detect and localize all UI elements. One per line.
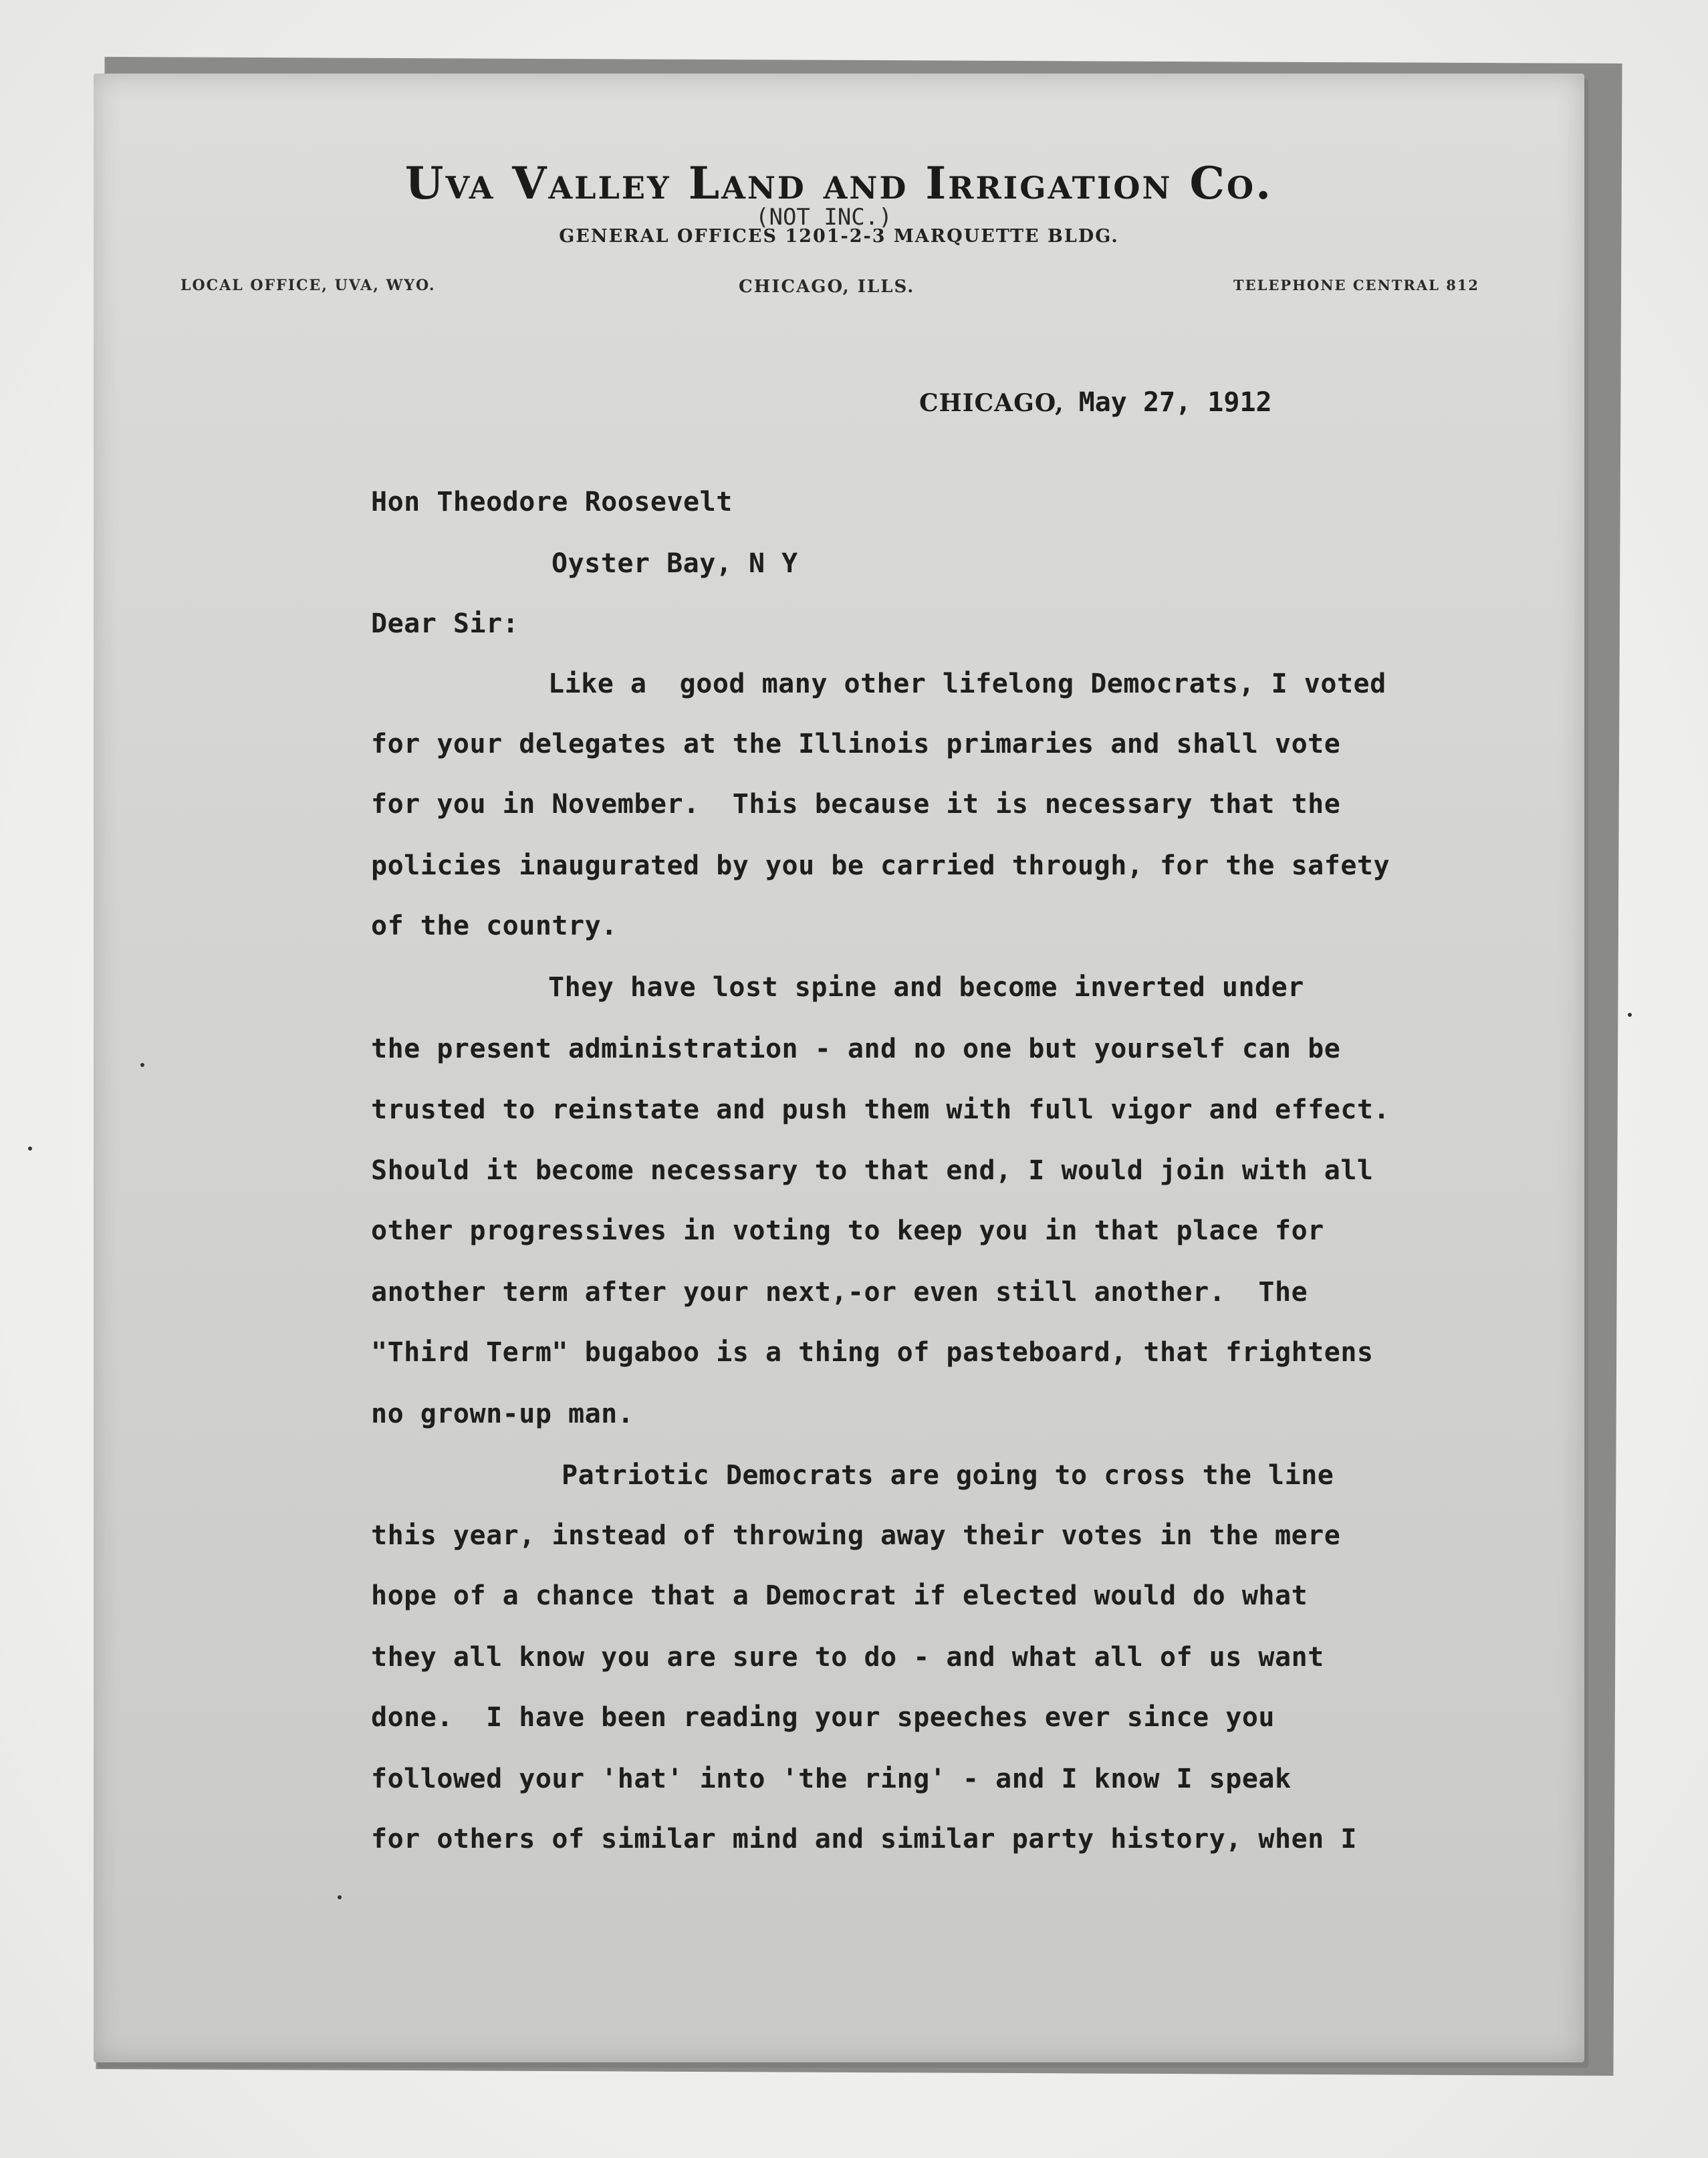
body-line: Should it become necessary to that end, I would join with all	[371, 1155, 1374, 1186]
body-line: of the country.	[371, 911, 618, 941]
letterhead-not-inc-stamp: (NOT INC.)	[755, 204, 892, 231]
letterhead-company-name: Uva Valley Land and Irrigation Co.	[404, 157, 1273, 209]
body-line: for you in November. This because it is necessary that the	[371, 789, 1341, 820]
body-line: Like a good many other lifelong Democrats, I voted	[548, 669, 1386, 699]
body-line: for others of similar mind and similar party history, when I	[371, 1824, 1357, 1854]
dust-speck	[338, 1895, 342, 1899]
letterhead-telephone: TELEPHONE CENTRAL 812	[1233, 277, 1480, 293]
body-line: "Third Term" bugaboo is a thing of pasteboard, that frightens	[371, 1337, 1374, 1368]
body-line: they all know you are sure to do - and what all of us want	[371, 1642, 1324, 1673]
body-line: followed your 'hat' into 'the ring' - and I know I speak	[371, 1764, 1292, 1794]
letterhead-city: CHICAGO, ILLS.	[739, 277, 915, 297]
recipient-name: Hon Theodore Roosevelt	[371, 487, 733, 517]
letterhead-local-office: LOCAL OFFICE, UVA, WYO.	[180, 277, 436, 294]
dateline-city: CHICAGO,	[919, 389, 1064, 417]
salutation: Dear Sir:	[371, 608, 519, 639]
body-line: trusted to reinstate and push them with full vigor and effect.	[371, 1094, 1390, 1125]
body-line: another term after your next,-or even still another. The	[371, 1277, 1308, 1308]
dust-speck	[1628, 1013, 1632, 1017]
body-line: no grown-up man.	[371, 1399, 634, 1429]
body-line: They have lost spine and become inverted under	[548, 972, 1304, 1003]
dust-speck	[28, 1147, 32, 1151]
body-line: policies inaugurated by you be carried through, for the safety	[371, 850, 1390, 881]
body-line: Patriotic Democrats are going to cross the line	[562, 1460, 1334, 1491]
body-line: hope of a chance that a Democrat if elected would do what	[371, 1580, 1308, 1611]
dust-speck	[140, 1063, 144, 1067]
body-line: for your delegates at the Illinois primaries and shall vote	[371, 729, 1341, 759]
body-line: the present administration - and no one but yourself can be	[371, 1034, 1341, 1064]
recipient-address: Oyster Bay, N Y	[552, 548, 798, 579]
letterhead-general-offices: GENERAL OFFICES 1201-2-3 MARQUETTE BLDG.	[559, 226, 1119, 247]
dateline	[919, 386, 1272, 418]
body-line: done. I have been reading your speeches ever since you	[371, 1702, 1275, 1733]
body-line: other progressives in voting to keep you in that place for	[371, 1215, 1324, 1246]
dateline-date: May 27, 1912	[1078, 387, 1272, 418]
body-line: this year, instead of throwing away their votes in the mere	[371, 1520, 1341, 1551]
